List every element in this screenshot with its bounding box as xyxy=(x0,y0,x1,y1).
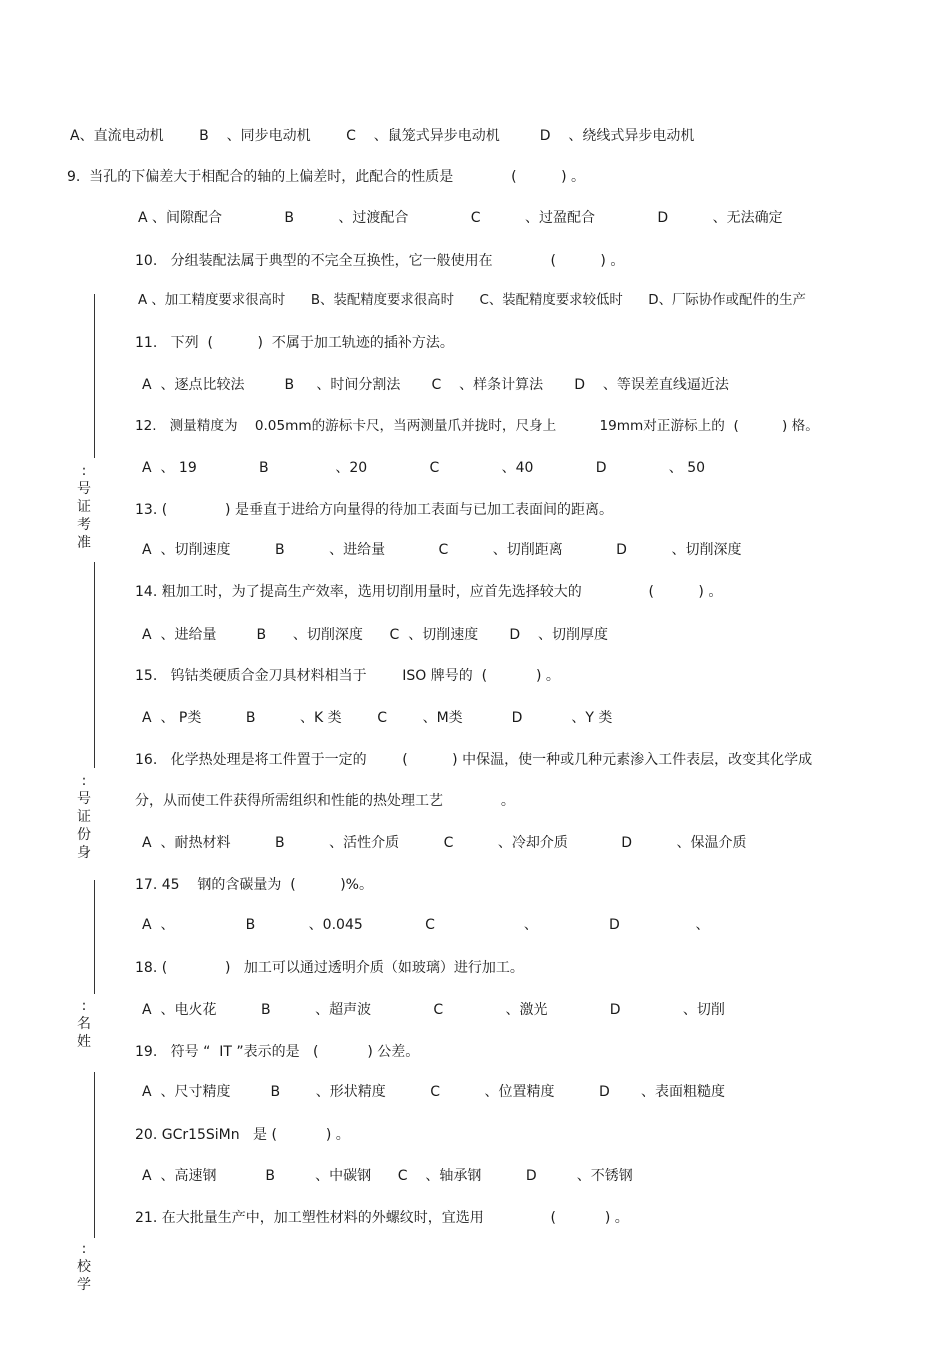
id-number-label: :号证份身 xyxy=(77,773,91,861)
q9-options: A 、间隙配合 B 、过渡配合 C 、过盈配合 D 、无法确定 xyxy=(138,210,783,226)
q8-options: A、直流电动机 B 、同步电动机 C 、鼠笼式异步电动机 D 、绕线式异步电动机 xyxy=(70,128,695,144)
school-label: :校学 xyxy=(77,1241,91,1293)
q17-options: A 、 B 、0.045 C 、 D 、 xyxy=(142,917,710,933)
q13-options: A 、切削速度 B 、进给量 C 、切削距离 D 、切削深度 xyxy=(142,542,742,558)
q12-options: A 、 19 B 、20 C 、40 D 、 50 xyxy=(142,460,706,476)
admission-ticket-label: :号证考准 xyxy=(77,463,91,551)
q11-options: A 、逐点比较法 B 、时间分割法 C 、样条计算法 D 、等误差直线逼近法 xyxy=(142,377,729,393)
q13-stem: 13. ( ) 是垂直于进给方向量得的待加工表面与已加工表面间的距离。 xyxy=(135,502,613,518)
binding-line xyxy=(94,1072,95,1238)
name-label: :名姓 xyxy=(77,998,91,1050)
q12-stem: 12. 测量精度为 0.05mm的游标卡尺，当两测量爪并拢时，尺身上 19mm对正游标上的 ( ) 格。 xyxy=(135,418,819,434)
q18-stem: 18. ( ) 加工可以通过透明介质（如玻璃）进行加工。 xyxy=(135,960,524,976)
q9-stem: 9. 当孔的下偏差大于相配合的轴的上偏差时，此配合的性质是 ( ) 。 xyxy=(67,169,585,185)
q15-stem: 15. 钨钴类硬质合金刀具材料相当于 ISO 牌号的 ( ) 。 xyxy=(135,668,560,684)
q17-stem: 17. 45 钢的含碳量为 ( )%。 xyxy=(135,877,373,893)
binding-line xyxy=(94,294,95,458)
q20-stem: 20. GCr15SiMn 是 ( ) 。 xyxy=(135,1127,350,1143)
q14-options: A 、进给量 B 、切削深度 C 、切削速度 D 、切削厚度 xyxy=(142,627,608,643)
q16-options: A 、耐热材料 B 、活性介质 C 、冷却介质 D 、保温介质 xyxy=(142,835,747,851)
q16-stem: 16. 化学热处理是将工件置于一定的 ( ) 中保温，使一种或几种元素渗入工件表层，改变其化学成 xyxy=(135,752,813,768)
binding-line xyxy=(94,880,95,994)
q21-stem: 21. 在大批量生产中，加工塑性材料的外螺纹时，宜选用 ( ) 。 xyxy=(135,1210,629,1226)
q16-stem-cont: 分，从而使工件获得所需组织和性能的热处理工艺 。 xyxy=(135,793,515,809)
binding-line xyxy=(94,562,95,768)
q19-options: A 、尺寸精度 B 、形状精度 C 、位置精度 D 、表面粗糙度 xyxy=(142,1084,725,1100)
q19-stem: 19. 符号 “ IT ”表示的是 ( ) 公差。 xyxy=(135,1044,420,1060)
q11-stem: 11. 下列 ( ) 不属于加工轨迹的插补方法。 xyxy=(135,335,454,351)
q18-options: A 、电火花 B 、超声波 C 、激光 D 、切削 xyxy=(142,1002,725,1018)
q10-options: A 、加工精度要求很高时 B、装配精度要求很高时 C、装配精度要求较低时 D、厂际协作或配件的生产 xyxy=(138,293,806,308)
q10-stem: 10. 分组装配法属于典型的不完全互换性，它一般使用在 ( ) 。 xyxy=(135,253,625,269)
q14-stem: 14. 粗加工时，为了提高生产效率，选用切削用量时，应首先选择较大的 ( ) 。 xyxy=(135,584,723,600)
q15-options: A 、 P类 B 、K 类 C 、M类 D 、Y 类 xyxy=(142,710,613,726)
q20-options: A 、高速钢 B 、中碳钢 C 、轴承钢 D 、不锈钢 xyxy=(142,1168,633,1184)
